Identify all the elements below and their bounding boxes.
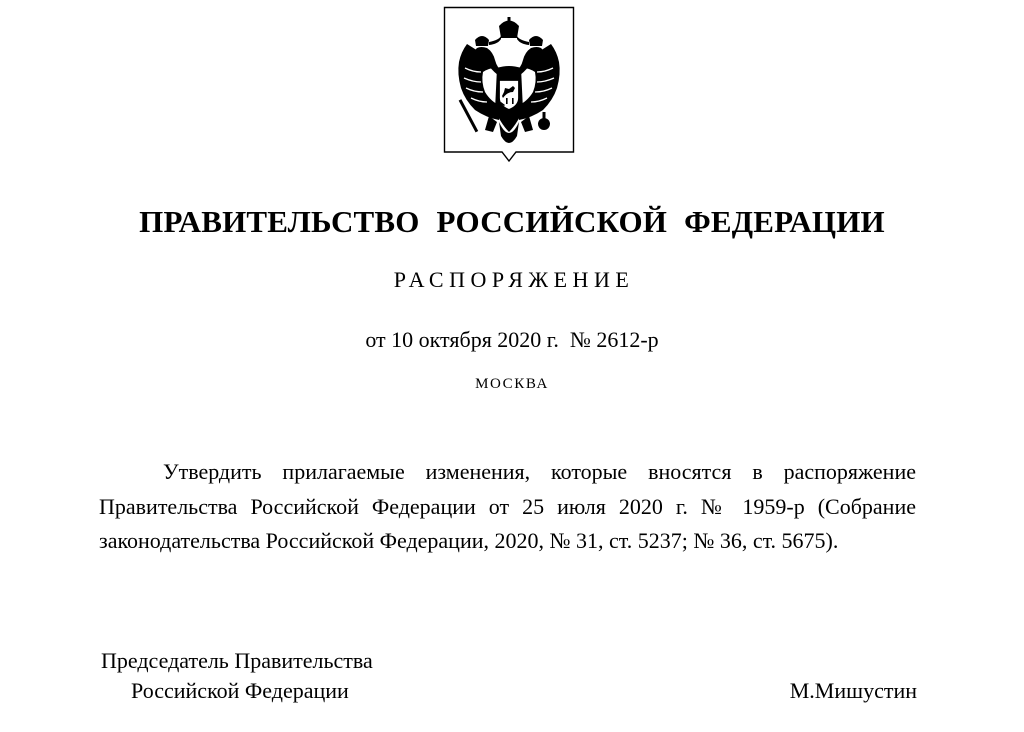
document-type: РАСПОРЯЖЕНИЕ (393, 267, 635, 292)
signatory-name: М.Мишустин (789, 678, 917, 703)
signatory-position-line1: Председатель Правительства (101, 648, 373, 673)
government-title: ПРАВИТЕЛЬСТВО РОССИЙСКОЙ ФЕДЕРАЦИИ (139, 204, 885, 239)
order-body-text: Утвердить прилагаемые изменения, которые вносятся в распоряжение Правительства Российской Федерации от 25 июля 2020 г. № 1959-р (Собрание законодательства Российской Федерации, 2020, № 31, ст. 5237; № 36, ст. 5675). (99, 459, 916, 553)
signatory-position-line2: Российской Федерации (131, 678, 349, 703)
signatory-position (101, 646, 373, 706)
city: МОСКВА (475, 376, 549, 392)
russian-coat-of-arms-icon (443, 6, 575, 164)
coat-of-arms-emblem (443, 6, 575, 164)
document-date-number: от 10 октября 2020 г. № 2612-р (365, 327, 659, 352)
